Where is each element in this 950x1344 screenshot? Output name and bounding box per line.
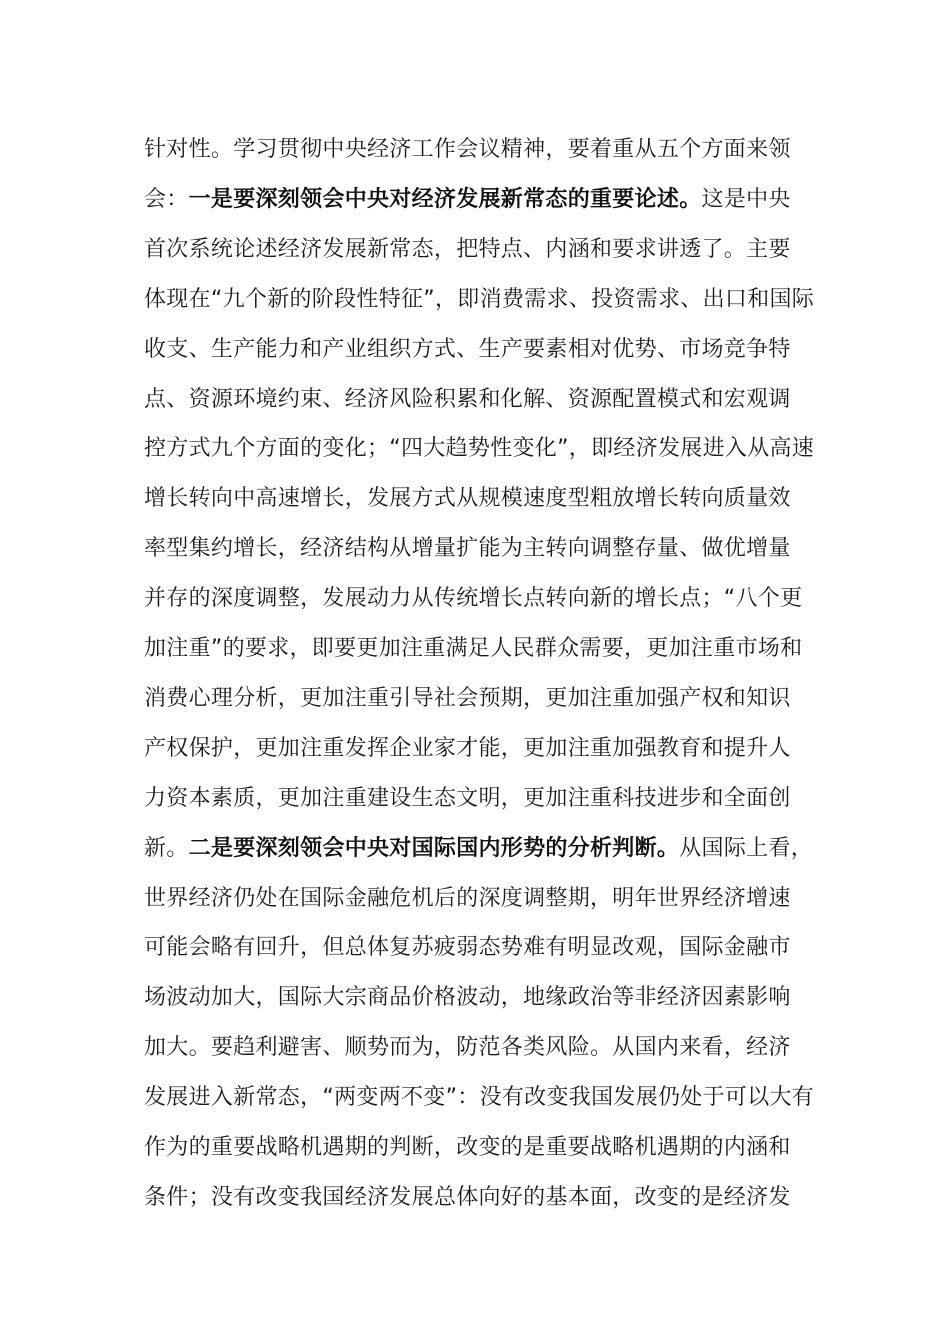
- text-line: [144, 1183, 791, 1213]
- text-line: [144, 385, 791, 415]
- text-line: [144, 434, 814, 464]
- text-line: [144, 933, 791, 963]
- text-run: 世界经济仍处在国际金融危机后的深度调整期，明年世界经济增速: [144, 885, 791, 911]
- text-line: [144, 1133, 791, 1163]
- text-line: [144, 734, 791, 764]
- text-line: [144, 534, 791, 564]
- text-run: 新。: [144, 835, 189, 861]
- text-run: 增长转向中高速增长，发展方式从规模速度型粗放增长转向质量效: [144, 486, 791, 512]
- text-line: [144, 983, 791, 1013]
- text-line: [144, 584, 802, 614]
- text-run: 会：: [144, 186, 189, 212]
- text-run: 加注重”的要求，即要更加注重满足人民群众需要，更加注重市场和: [144, 636, 803, 661]
- text-line: [144, 1033, 791, 1063]
- text-line: [144, 484, 791, 514]
- text-run: 首次系统论述经济发展新常态，把特点、内涵和要求讲透了。主要: [144, 236, 791, 262]
- text-run: 从国际上看，: [679, 835, 814, 861]
- bold-heading-run: 二是要深刻领会中央对国际国内形势的分析判断。: [188, 835, 680, 861]
- text-run: 点、资源环境约束、经济风险积累和化解、资源配置模式和宏观调: [144, 386, 791, 412]
- text-run: 这是中央: [701, 186, 791, 212]
- text-line: [144, 634, 802, 664]
- text-line: [144, 784, 791, 814]
- text-run: 场波动加大，国际大宗商品价格波动，地缘政治等非经济因素影响: [144, 985, 791, 1011]
- text-line: [144, 1083, 814, 1113]
- text-run: 可能会略有回升，但总体复苏疲弱态势难有明显改观，国际金融市: [144, 935, 791, 961]
- text-run: 并存的深度调整，发展动力从传统增长点转向新的增长点；“八个更: [144, 586, 803, 612]
- text-run: 力资本素质，更加注重建设生态文明，更加注重科技进步和全面创: [144, 785, 791, 811]
- text-run: 作为的重要战略机遇期的判断，改变的是重要战略机遇期的内涵和: [144, 1135, 791, 1160]
- text-line: [144, 335, 791, 365]
- text-run: 率型集约增长，经济结构从增量扩能为主转向调整存量、做优增量: [144, 536, 791, 562]
- text-line: [144, 684, 791, 714]
- bold-heading-run: 一是要深刻领会中央对经济发展新常态的重要论述。: [188, 186, 702, 212]
- text-run: 产权保护，更加注重发挥企业家才能，更加注重加强教育和提升人: [144, 735, 791, 761]
- text-run: 控方式九个方面的变化；“四大趋势性变化”，即经济发展进入从高速: [144, 436, 815, 462]
- text-line: [144, 285, 814, 315]
- text-line: [144, 135, 791, 165]
- text-run: 体现在“九个新的阶段性特征”，即消费需求、投资需求、出口和国际: [144, 286, 815, 312]
- text-line: [144, 235, 791, 265]
- text-run: 发展进入新常态，“两变两不变”：没有改变我国发展仍处于可以大有: [144, 1085, 815, 1111]
- text-run: 加大。要趋利避害、顺势而为，防范各类风险。从国内来看，经济: [144, 1035, 791, 1061]
- text-run: 针对性。学习贯彻中央经济工作会议精神，要着重从五个方面来领: [144, 137, 791, 162]
- text-line: [144, 884, 791, 914]
- text-line: [144, 185, 791, 215]
- text-run: 消费心理分析，更加注重引导社会预期，更加注重加强产权和知识: [144, 685, 791, 711]
- text-run: 条件；没有改变我国经济发展总体向好的基本面，改变的是经济发: [144, 1184, 791, 1210]
- text-line: [144, 834, 813, 864]
- text-run: 收支、生产能力和产业组织方式、生产要素相对优势、市场竞争特: [144, 336, 791, 362]
